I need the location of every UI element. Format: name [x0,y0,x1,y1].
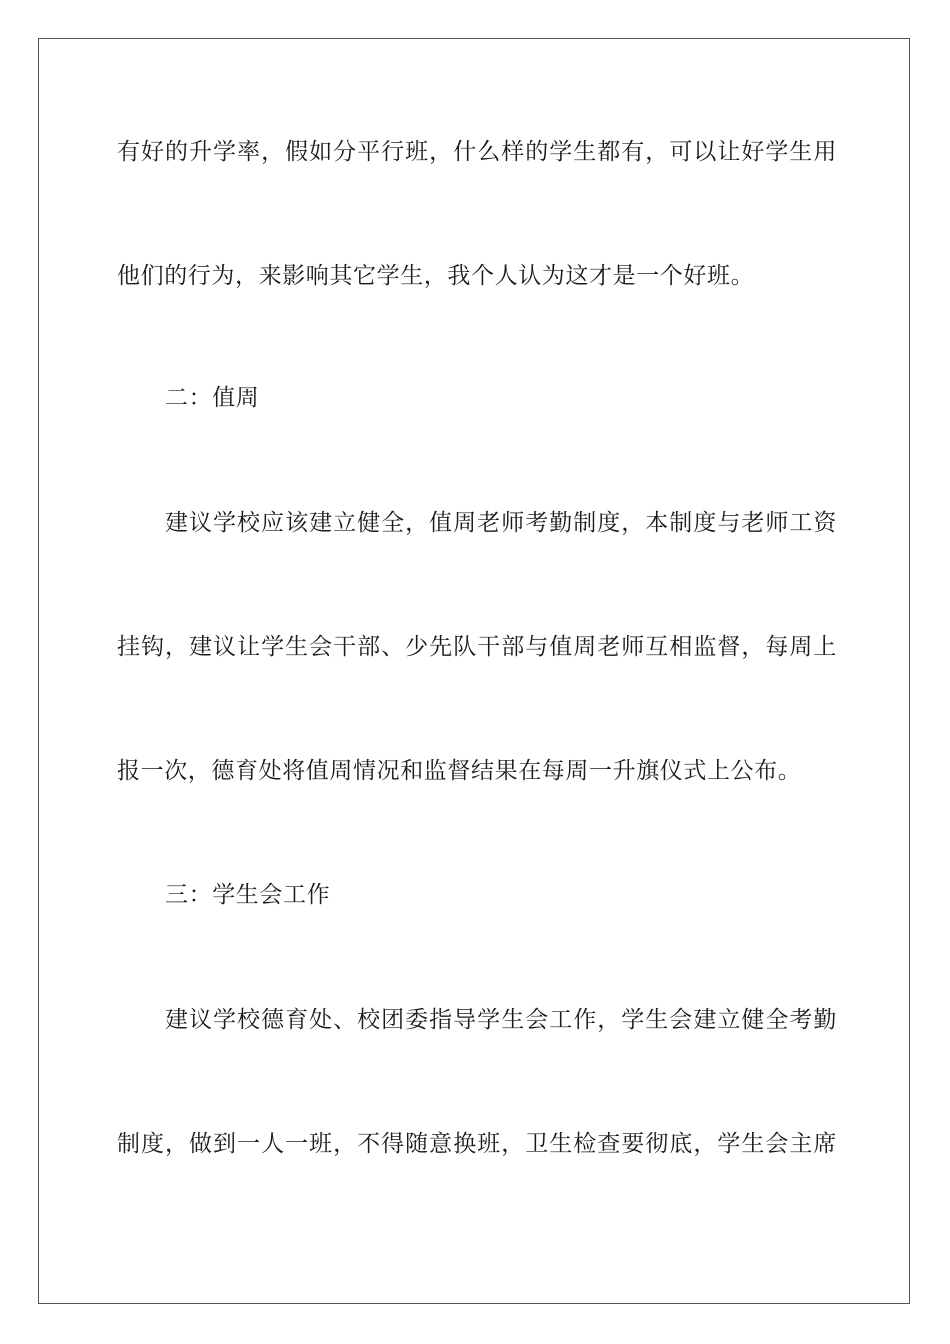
paragraph-line: 建议学校应该建立健全，值周老师考勤制度，本制度与老师工资 [165,510,837,536]
paragraph-line: 挂钩，建议让学生会干部、少先队干部与值周老师互相监督，每周上 [117,634,837,660]
paragraph-line: 制度，做到一人一班，不得随意换班，卫生检查要彻底，学生会主席 [117,1131,837,1157]
paragraph-line: 有好的升学率，假如分平行班，什么样的学生都有，可以让好学生用 [117,139,837,165]
paragraph-line: 建议学校德育处、校团委指导学生会工作，学生会建立健全考勤 [165,1007,837,1033]
paragraph-line: 他们的行为，来影响其它学生，我个人认为这才是一个好班。 [117,263,755,289]
section-heading: 三：学生会工作 [165,882,331,908]
page-border [38,38,910,1304]
section-heading: 二：值周 [165,385,260,411]
paragraph-line: 报一次，德育处将值周情况和监督结果在每周一升旗仪式上公布。 [117,758,802,784]
